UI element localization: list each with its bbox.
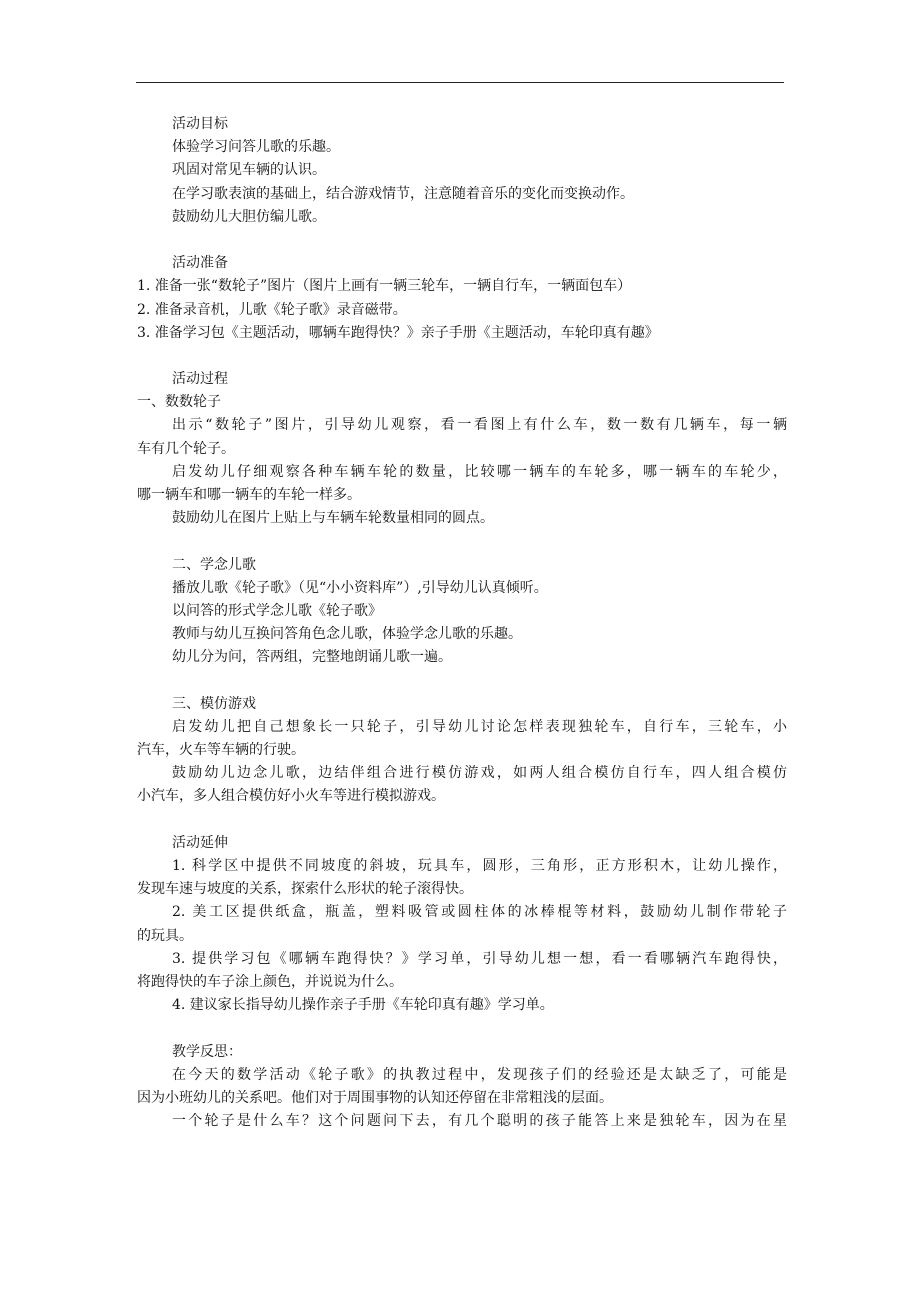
blank-line <box>137 345 787 368</box>
paragraph-line: 一个轮子是什么车？这个问题问下去，有几个聪明的孩子能答上来是独轮车，因为在星 <box>172 1113 787 1130</box>
blank-line <box>137 670 787 693</box>
paragraph-line: 在今天的数学活动《轮子歌》的执教过程中，发现孩子们的经验还是太缺乏了，可能是 <box>172 1066 787 1083</box>
blank-line <box>137 809 787 832</box>
paragraph-line: 鼓励幼儿边念儿歌，边结伴组合进行模仿游戏，如两人组合模仿自行车，四人组合模仿 <box>172 765 787 782</box>
paragraph-line: 将跑得快的车子涂上颜色，并说说为什么。 <box>137 973 403 990</box>
paragraph-line: 1. 科学区中提供不同坡度的斜坡，玩具车，圆形，三角形，正方形积木，让幼儿操作， <box>172 858 787 874</box>
blank-line <box>137 530 787 553</box>
blank-line <box>137 229 787 252</box>
paragraph-line: 因为小班幼儿的关系吧。他们对于周围事物的认知还停留在非常粗浅的层面。 <box>137 1089 613 1106</box>
paragraph-line: 出示“数轮子”图片，引导幼儿观察，看一看图上有什么车，数一数有几辆车，每一辆 <box>172 417 787 434</box>
paragraph-line: 发现车速与坡度的关系，探索什么形状的轮子滚得快。 <box>137 881 473 898</box>
paragraph-line: 小汽车，多人组合模仿好小火车等进行模拟游戏。 <box>137 788 445 805</box>
blank-line <box>137 1017 787 1040</box>
paragraph-line: 的玩具。 <box>137 927 193 944</box>
paragraph-line: 鼓励幼儿在图片上贴上与车辆车轮数量相同的圆点。 <box>172 510 494 527</box>
section-heading-process: 活动过程 <box>172 371 228 388</box>
paragraph-line: 启发幼儿仔细观察各种车辆车轮的数量，比较哪一辆车的车轮多，哪一辆车的车轮少， <box>172 463 787 480</box>
section-heading-goals: 活动目标 <box>172 116 228 132</box>
goal-item: 在学习歌表演的基础上，结合游戏情节，注意随着音乐的变化而变换动作。 <box>172 185 634 202</box>
subsection-title: 二、学念儿歌 <box>172 556 256 573</box>
goal-item: 巩固对常见车辆的认识。 <box>172 162 326 179</box>
paragraph-line: 汽车，火车等车辆的行驶。 <box>137 742 305 759</box>
paragraph-line: 2. 美工区提供纸盒，瓶盖，塑料吸管或圆柱体的冰棒棍等材料，鼓励幼儿制作带轮子 <box>172 904 787 921</box>
paragraph-line: 哪一辆车和哪一辆车的车轮一样多。 <box>137 487 361 503</box>
goal-item: 体验学习问答儿歌的乐趣。 <box>172 139 340 156</box>
list-item: 以问答的形式学念儿歌《轮子歌》 <box>172 602 382 619</box>
list-item: 播放儿歌《轮子歌》（见“小小资料库”）,引导幼儿认真倾听。 <box>172 579 548 596</box>
subsection-title: 三、模仿游戏 <box>172 695 256 712</box>
document-body <box>137 113 787 1133</box>
section-heading-reflection: 教学反思： <box>172 1043 242 1060</box>
subsection-title: 一、数数轮子 <box>137 394 221 411</box>
section-heading-extension: 活动延伸 <box>172 834 228 851</box>
list-item: 教师与幼儿互换问答角色念儿歌，体验学念儿歌的乐趣。 <box>172 626 522 643</box>
header-rule <box>136 82 784 83</box>
list-item: 幼儿分为问，答两组，完整地朗诵儿歌一遍。 <box>172 649 452 666</box>
prep-item: 3. 准备学习包《主题活动，哪辆车跑得快？》亲子手册《主题活动，车轮印真有趣》 <box>137 324 659 341</box>
prep-item: 1. 准备一张“数轮子”图片（图片上画有一辆三轮车，一辆自行车，一辆面包车） <box>137 278 632 295</box>
paragraph-line: 3. 提供学习包《哪辆车跑得快？》学习单，引导幼儿想一想，看一看哪辆汽车跑得快， <box>172 950 787 967</box>
paragraph-line: 4. 建议家长指导幼儿操作亲子手册《车轮印真有趣》学习单。 <box>172 997 554 1014</box>
section-heading-prep: 活动准备 <box>172 255 228 272</box>
paragraph-line: 车有几个轮子。 <box>137 440 235 457</box>
prep-item: 2. 准备录音机，儿歌《轮子歌》录音磁带。 <box>137 301 407 318</box>
goal-item: 鼓励幼儿大胆仿编儿歌。 <box>172 208 326 225</box>
paragraph-line: 启发幼儿把自己想象长一只轮子，引导幼儿讨论怎样表现独轮车，自行车，三轮车，小 <box>172 718 787 735</box>
